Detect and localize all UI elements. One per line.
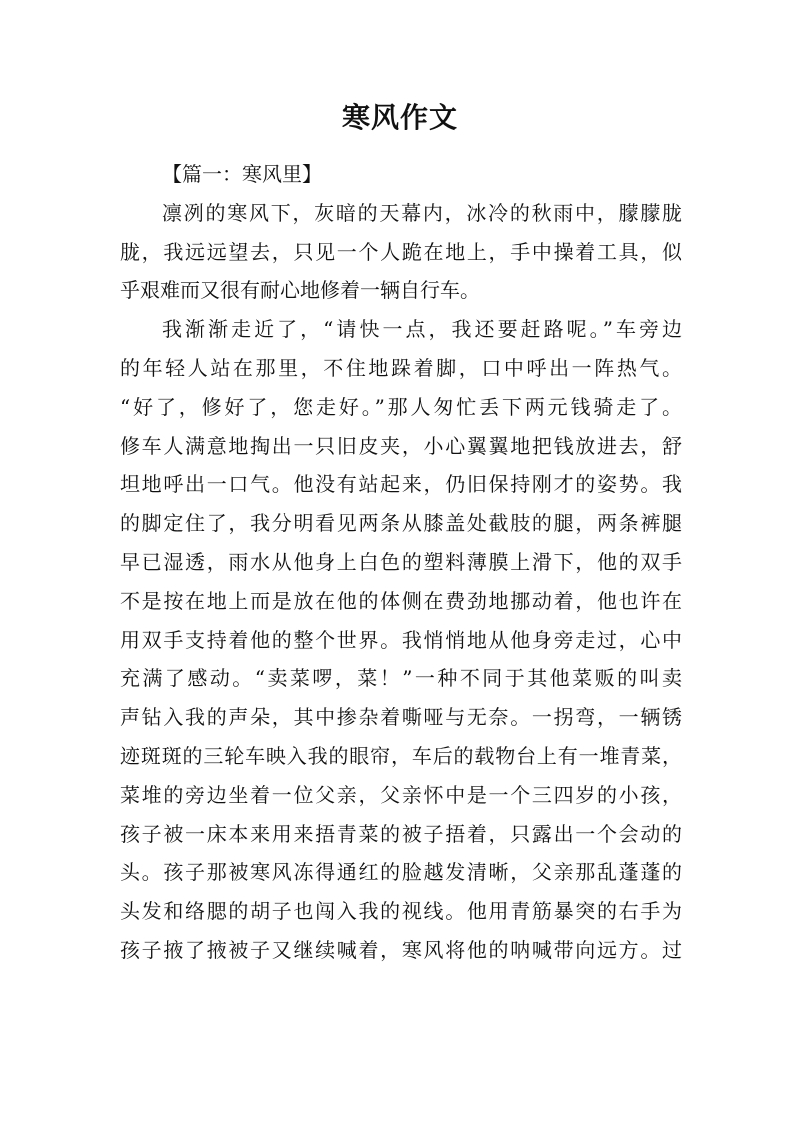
paragraph-2-line: 用双手支持着他的整个世界。我悄悄地从他身旁走过，心中 — [120, 627, 682, 652]
paragraph-2-line: 头。孩子那被寒风冻得通红的脸越发清晰，父亲那乱蓬蓬的 — [120, 860, 682, 885]
paragraph-2-line: 头发和络腮的胡子也闯入我的视线。他用青筋暴突的右手为 — [120, 899, 682, 924]
document-body — [120, 155, 682, 970]
paragraph-2-line: 孩子被一床本来用来捂青菜的被子捂着，只露出一个会动的 — [120, 821, 682, 846]
paragraph-2-line: 孩子掖了掖被子又继续喊着，寒风将他的呐喊带向远方。过 — [120, 937, 682, 962]
paragraph-2-line: 菜堆的旁边坐着一位父亲，父亲怀中是一个三四岁的小孩， — [120, 782, 682, 807]
paragraph-2-line: 迹斑斑的三轮车映入我的眼帘，车后的载物台上有一堆青菜， — [120, 743, 682, 768]
paragraph-2-line: 修车人满意地掏出一只旧皮夹，小心翼翼地把钱放进去，舒 — [120, 433, 682, 458]
paragraph-2-line: “好了，修好了，您走好。”那人匆忙丢下两元钱骑走了。 — [120, 394, 682, 419]
paragraph-2-line: 我渐渐走近了，“请快一点，我还要赶路呢。”车旁边 — [162, 317, 682, 342]
paragraph-1-line: 胧，我远远望去，只见一个人跪在地上，手中操着工具，似 — [120, 239, 682, 264]
paragraph-2-line: 充满了感动。“卖菜啰，菜！”一种不同于其他菜贩的叫卖 — [120, 666, 682, 691]
section-heading: 【篇一：寒风里】 — [162, 162, 322, 186]
paragraph-2-line: 声钻入我的声朵，其中掺杂着嘶哑与无奈。一拐弯，一辆锈 — [120, 705, 682, 730]
document-title: 寒风作文 — [341, 101, 458, 134]
paragraph-1-line: 凛冽的寒风下，灰暗的天幕内，冰冷的秋雨中，朦朦胧 — [162, 200, 682, 225]
paragraph-2-line: 的年轻人站在那里，不住地跺着脚，口中呼出一阵热气。 — [120, 355, 682, 380]
paragraph-2-line: 早已湿透，雨水从他身上白色的塑料薄膜上滑下，他的双手 — [120, 549, 682, 574]
paragraph-1-line: 乎艰难而又很有耐心地修着一辆自行车。 — [120, 278, 480, 303]
paragraph-2-line: 的脚定住了，我分明看见两条从膝盖处截肢的腿，两条裤腿 — [120, 511, 682, 536]
paragraph-2-line: 坦地呼出一口气。他没有站起来，仍旧保持刚才的姿势。我 — [120, 472, 682, 497]
paragraph-2-line: 不是按在地上而是放在他的体侧在费劲地挪动着，他也许在 — [120, 588, 682, 613]
